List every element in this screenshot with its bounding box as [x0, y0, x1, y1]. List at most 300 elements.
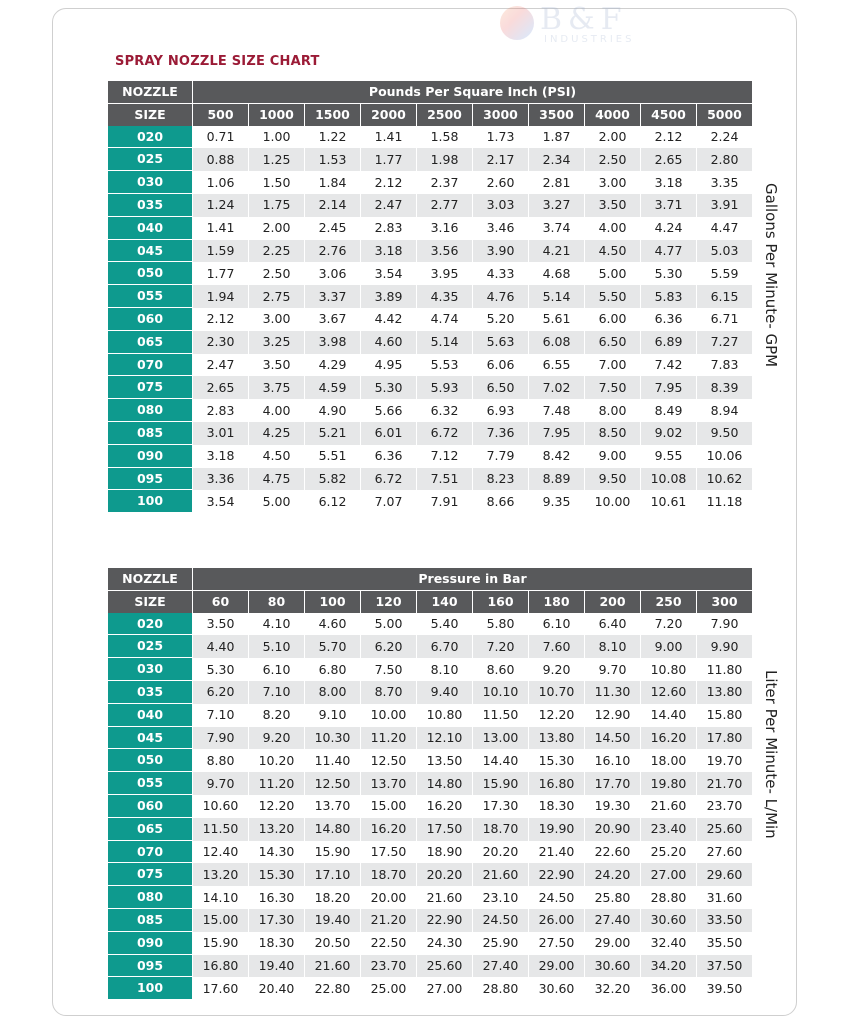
flow-value-cell: 12.90	[594, 707, 631, 723]
flow-value-cell: 10.80	[650, 661, 687, 677]
flow-value-cell: 8.94	[710, 402, 739, 418]
flow-value-cell: 2.12	[374, 174, 403, 190]
flow-value-cell: 6.15	[697, 285, 752, 308]
side-label-lmin: Liter Per Minute- L/Min	[762, 670, 780, 839]
flow-value-cell: 3.00	[262, 311, 291, 327]
nozzle-size-cell: 035	[108, 681, 192, 704]
flow-value-cell: 4.68	[542, 265, 571, 281]
flow-value-cell: 14.50	[585, 727, 640, 750]
flow-value-cell: 3.01	[193, 422, 248, 445]
column-header: 80	[249, 591, 304, 613]
flow-value-cell: 22.80	[314, 980, 351, 996]
flow-value-cell: 17.50	[417, 818, 472, 841]
flow-value-cell: 3.89	[361, 285, 416, 308]
nozzle-size-cell: 065	[108, 818, 192, 841]
flow-value-cell: 7.50	[374, 661, 403, 677]
flow-value-cell: 3.95	[430, 265, 459, 281]
flow-value-cell: 18.90	[426, 844, 463, 860]
flow-value-cell: 1.22	[318, 129, 347, 145]
nozzle-size-cell: 045	[108, 727, 192, 750]
flow-value-cell: 6.70	[417, 635, 472, 658]
nozzle-size-cell: 050	[108, 262, 192, 285]
flow-value-cell: 2.24	[710, 129, 739, 145]
side-label-gpm: Gallons Per Minute- GPM	[762, 183, 780, 368]
flow-value-cell: 14.40	[650, 707, 687, 723]
flow-value-cell: 1.53	[305, 148, 360, 171]
table-row	[108, 613, 752, 636]
nozzle-size-cell: 065	[108, 331, 192, 354]
flow-value-cell: 4.25	[249, 422, 304, 445]
flow-value-cell: 5.20	[486, 311, 515, 327]
nozzle-size-cell: 040	[108, 704, 192, 727]
nozzle-size-cell: 070	[108, 841, 192, 864]
flow-value-cell: 18.00	[650, 752, 687, 768]
flow-value-cell: 15.90	[314, 844, 351, 860]
table-row	[108, 240, 752, 263]
nozzle-size-cell: 080	[108, 399, 192, 422]
table-row	[108, 727, 752, 750]
flow-value-cell: 36.00	[650, 980, 687, 996]
flow-value-cell: 13.50	[426, 752, 463, 768]
flow-value-cell: 10.30	[305, 727, 360, 750]
nozzle-size-cell: 090	[108, 932, 192, 955]
flow-value-cell: 21.60	[650, 798, 687, 814]
nozzle-size-cell: 075	[108, 863, 192, 886]
flow-value-cell: 6.55	[542, 357, 571, 373]
flow-value-cell: 6.72	[417, 422, 472, 445]
flow-value-cell: 6.10	[262, 661, 291, 677]
table-row	[108, 681, 752, 704]
nozzle-size-cell: 080	[108, 886, 192, 909]
flow-value-cell: 3.18	[654, 174, 683, 190]
flow-value-cell: 17.70	[585, 772, 640, 795]
flow-value-cell: 6.20	[361, 635, 416, 658]
flow-value-cell: 7.90	[193, 727, 248, 750]
flow-value-cell: 6.40	[598, 616, 627, 632]
flow-value-cell: 8.50	[585, 422, 640, 445]
flow-value-cell: 3.50	[585, 194, 640, 217]
flow-value-cell: 29.00	[529, 955, 584, 978]
flow-value-cell: 7.91	[430, 493, 459, 509]
flow-value-cell: 7.00	[598, 357, 627, 373]
flow-value-cell: 10.10	[473, 681, 528, 704]
flow-value-cell: 6.10	[542, 616, 571, 632]
flow-value-cell: 3.71	[641, 194, 696, 217]
table-row	[108, 658, 752, 681]
flow-value-cell: 4.10	[262, 616, 291, 632]
flow-value-cell: 7.51	[417, 468, 472, 491]
flow-value-cell: 4.21	[529, 240, 584, 263]
flow-value-cell: 20.40	[258, 980, 295, 996]
flow-value-cell: 16.80	[529, 772, 584, 795]
flow-value-cell: 7.95	[641, 376, 696, 399]
flow-value-cell: 13.80	[697, 681, 752, 704]
table-row	[108, 399, 752, 422]
flow-value-cell: 8.10	[430, 661, 459, 677]
column-header: 120	[361, 591, 416, 613]
flow-value-cell: 8.49	[654, 402, 683, 418]
flow-value-cell: 4.95	[374, 357, 403, 373]
table-row	[108, 262, 752, 285]
flow-value-cell: 16.30	[258, 889, 295, 905]
flow-value-cell: 13.70	[361, 772, 416, 795]
flow-value-cell: 2.50	[585, 148, 640, 171]
flow-value-cell: 3.56	[417, 240, 472, 263]
flow-value-cell: 4.47	[710, 220, 739, 236]
flow-value-cell: 8.89	[529, 468, 584, 491]
flow-value-cell: 7.10	[249, 681, 304, 704]
flow-value-cell: 33.50	[697, 909, 752, 932]
flow-value-cell: 2.60	[486, 174, 515, 190]
flow-value-cell: 39.50	[706, 980, 743, 996]
nozzle-size-cell: 025	[108, 635, 192, 658]
flow-value-cell: 7.20	[473, 635, 528, 658]
flow-value-cell: 7.42	[654, 357, 683, 373]
flow-value-cell: 4.35	[417, 285, 472, 308]
flow-value-cell: 21.70	[697, 772, 752, 795]
column-header: 4500	[641, 104, 696, 126]
flow-value-cell: 13.00	[473, 727, 528, 750]
table-row	[108, 932, 752, 955]
table-row	[108, 126, 752, 149]
table-row	[108, 217, 752, 240]
table-row	[108, 194, 752, 217]
flow-value-cell: 6.01	[361, 422, 416, 445]
flow-value-cell: 12.40	[202, 844, 239, 860]
nozzle-header: NOZZLE	[108, 568, 192, 591]
flow-value-cell: 21.40	[538, 844, 575, 860]
table-row	[108, 422, 752, 445]
column-header: 160	[473, 591, 528, 613]
flow-value-cell: 2.77	[417, 194, 472, 217]
flow-value-cell: 24.50	[538, 889, 575, 905]
nozzle-header: NOZZLE	[108, 81, 192, 104]
flow-value-cell: 6.72	[361, 468, 416, 491]
nozzle-size-cell: 030	[108, 658, 192, 681]
flow-value-cell: 8.80	[206, 752, 235, 768]
flow-value-cell: 1.77	[206, 265, 235, 281]
flow-value-cell: 11.18	[706, 493, 743, 509]
psi-gpm-table	[107, 81, 753, 513]
flow-value-cell: 6.08	[529, 331, 584, 354]
table-row	[108, 376, 752, 399]
watermark-sub: INDUSTRIES	[544, 34, 635, 45]
flow-value-cell: 17.10	[305, 863, 360, 886]
flow-value-cell: 0.88	[193, 148, 248, 171]
nozzle-size-cell: 095	[108, 468, 192, 491]
flow-value-cell: 27.00	[426, 980, 463, 996]
column-header: 2000	[361, 104, 416, 126]
flow-value-cell: 16.20	[426, 798, 463, 814]
flow-value-cell: 11.50	[193, 818, 248, 841]
flow-value-cell: 6.00	[598, 311, 627, 327]
flow-value-cell: 19.40	[305, 909, 360, 932]
flow-value-cell: 4.42	[374, 311, 403, 327]
flow-value-cell: 3.03	[473, 194, 528, 217]
flow-value-cell: 10.80	[426, 707, 463, 723]
flow-value-cell: 9.20	[249, 727, 304, 750]
flow-value-cell: 6.12	[318, 493, 347, 509]
flow-value-cell: 4.24	[654, 220, 683, 236]
flow-value-cell: 14.40	[482, 752, 519, 768]
flow-value-cell: 1.87	[542, 129, 571, 145]
flow-value-cell: 4.50	[262, 448, 291, 464]
flow-value-cell: 7.12	[430, 448, 459, 464]
flow-value-cell: 2.00	[262, 220, 291, 236]
flow-value-cell: 15.00	[193, 909, 248, 932]
flow-value-cell: 29.00	[594, 935, 631, 951]
flow-value-cell: 3.06	[318, 265, 347, 281]
flow-value-cell: 5.30	[206, 661, 235, 677]
size-header: SIZE	[108, 104, 192, 126]
flow-value-cell: 3.16	[430, 220, 459, 236]
flow-value-cell: 12.50	[370, 752, 407, 768]
flow-value-cell: 19.40	[249, 955, 304, 978]
flow-value-cell: 11.40	[314, 752, 351, 768]
flow-value-cell: 12.20	[538, 707, 575, 723]
flow-value-cell: 24.20	[585, 863, 640, 886]
flow-value-cell: 3.75	[249, 376, 304, 399]
flow-value-cell: 13.80	[529, 727, 584, 750]
flow-value-cell: 6.32	[430, 402, 459, 418]
flow-value-cell: 12.60	[641, 681, 696, 704]
flow-value-cell: 5.14	[529, 285, 584, 308]
flow-value-cell: 7.83	[710, 357, 739, 373]
flow-value-cell: 5.66	[374, 402, 403, 418]
flow-value-cell: 27.50	[538, 935, 575, 951]
nozzle-size-cell: 030	[108, 171, 192, 194]
flow-value-cell: 5.63	[473, 331, 528, 354]
flow-value-cell: 28.80	[650, 889, 687, 905]
flow-value-cell: 13.70	[314, 798, 351, 814]
flow-value-cell: 3.37	[305, 285, 360, 308]
flow-value-cell: 2.80	[697, 148, 752, 171]
flow-value-cell: 18.30	[258, 935, 295, 951]
flow-value-cell: 5.14	[417, 331, 472, 354]
flow-value-cell: 3.98	[305, 331, 360, 354]
flow-value-cell: 27.60	[706, 844, 743, 860]
flow-value-cell: 5.83	[641, 285, 696, 308]
flow-value-cell: 7.48	[542, 402, 571, 418]
flow-value-cell: 5.59	[710, 265, 739, 281]
flow-value-cell: 2.50	[262, 265, 291, 281]
flow-value-cell: 5.93	[417, 376, 472, 399]
flow-value-cell: 25.00	[370, 980, 407, 996]
flow-value-cell: 9.90	[697, 635, 752, 658]
flow-value-cell: 3.00	[598, 174, 627, 190]
flow-value-cell: 3.90	[473, 240, 528, 263]
flow-value-cell: 27.40	[585, 909, 640, 932]
flow-value-cell: 2.47	[206, 357, 235, 373]
nozzle-size-cell: 090	[108, 445, 192, 468]
unit-header: Pounds Per Square Inch (PSI)	[193, 81, 752, 104]
flow-value-cell: 10.62	[697, 468, 752, 491]
flow-value-cell: 5.50	[585, 285, 640, 308]
flow-value-cell: 4.59	[305, 376, 360, 399]
flow-value-cell: 1.00	[262, 129, 291, 145]
flow-value-cell: 4.74	[430, 311, 459, 327]
table-row	[108, 445, 752, 468]
bar-lmin-table	[107, 568, 753, 1000]
column-header-row	[108, 104, 752, 126]
flow-value-cell: 9.10	[318, 707, 347, 723]
nozzle-size-cell: 055	[108, 772, 192, 795]
flow-value-cell: 9.35	[542, 493, 571, 509]
flow-value-cell: 5.30	[654, 265, 683, 281]
watermark-brand: B&F	[540, 2, 628, 37]
flow-value-cell: 6.36	[654, 311, 683, 327]
flow-value-cell: 12.50	[305, 772, 360, 795]
flow-value-cell: 23.40	[641, 818, 696, 841]
flow-value-cell: 15.90	[473, 772, 528, 795]
flow-value-cell: 4.60	[361, 331, 416, 354]
flow-value-cell: 7.95	[529, 422, 584, 445]
flow-value-cell: 35.50	[706, 935, 743, 951]
flow-value-cell: 7.27	[697, 331, 752, 354]
flow-value-cell: 6.50	[585, 331, 640, 354]
flow-value-cell: 15.30	[249, 863, 304, 886]
flow-value-cell: 14.80	[305, 818, 360, 841]
table-row	[108, 886, 752, 909]
flow-value-cell: 23.70	[706, 798, 743, 814]
flow-value-cell: 6.20	[193, 681, 248, 704]
table-row	[108, 468, 752, 491]
table-row	[108, 331, 752, 354]
column-header: 300	[697, 591, 752, 613]
flow-value-cell: 3.18	[206, 448, 235, 464]
table-row	[108, 772, 752, 795]
flow-value-cell: 1.50	[262, 174, 291, 190]
column-header: 250	[641, 591, 696, 613]
flow-value-cell: 14.10	[202, 889, 239, 905]
flow-value-cell: 1.06	[206, 174, 235, 190]
flow-value-cell: 1.58	[430, 129, 459, 145]
flow-value-cell: 13.20	[193, 863, 248, 886]
flow-value-cell: 11.30	[585, 681, 640, 704]
flow-value-cell: 5.40	[430, 616, 459, 632]
flow-value-cell: 24.30	[426, 935, 463, 951]
flow-value-cell: 5.70	[305, 635, 360, 658]
flow-value-cell: 4.33	[486, 265, 515, 281]
flow-value-cell: 10.06	[706, 448, 743, 464]
flow-value-cell: 25.90	[482, 935, 519, 951]
flow-value-cell: 1.98	[417, 148, 472, 171]
flow-value-cell: 9.55	[654, 448, 683, 464]
flow-value-cell: 22.90	[417, 909, 472, 932]
table-row	[108, 490, 752, 513]
column-header: 4000	[585, 104, 640, 126]
flow-value-cell: 2.81	[542, 174, 571, 190]
flow-value-cell: 8.10	[585, 635, 640, 658]
flow-value-cell: 2.83	[206, 402, 235, 418]
flow-value-cell: 5.53	[430, 357, 459, 373]
flow-value-cell: 32.20	[594, 980, 631, 996]
flow-value-cell: 17.30	[249, 909, 304, 932]
flow-value-cell: 30.60	[585, 955, 640, 978]
flow-value-cell: 5.80	[486, 616, 515, 632]
flow-value-cell: 17.80	[697, 727, 752, 750]
flow-value-cell: 20.90	[585, 818, 640, 841]
unit-header: Pressure in Bar	[193, 568, 752, 591]
table-row	[108, 977, 752, 1000]
flow-value-cell: 3.46	[486, 220, 515, 236]
table-row	[108, 704, 752, 727]
table-row	[108, 354, 752, 377]
flow-value-cell: 0.71	[206, 129, 235, 145]
flow-value-cell: 2.34	[529, 148, 584, 171]
table-row	[108, 635, 752, 658]
flow-value-cell: 3.36	[193, 468, 248, 491]
flow-value-cell: 15.90	[202, 935, 239, 951]
flow-value-cell: 15.30	[538, 752, 575, 768]
flow-value-cell: 2.12	[654, 129, 683, 145]
flow-value-cell: 28.80	[482, 980, 519, 996]
table-row	[108, 909, 752, 932]
flow-value-cell: 18.70	[473, 818, 528, 841]
flow-value-cell: 32.40	[650, 935, 687, 951]
flow-value-cell: 9.00	[598, 448, 627, 464]
nozzle-size-cell: 100	[108, 490, 192, 513]
flow-value-cell: 4.50	[585, 240, 640, 263]
flow-value-cell: 8.20	[262, 707, 291, 723]
flow-value-cell: 4.76	[473, 285, 528, 308]
nozzle-size-cell: 035	[108, 194, 192, 217]
flow-value-cell: 1.41	[374, 129, 403, 145]
flow-value-cell: 18.70	[361, 863, 416, 886]
column-header: 60	[193, 591, 248, 613]
nozzle-size-cell: 020	[108, 126, 192, 149]
flow-value-cell: 7.36	[473, 422, 528, 445]
flow-value-cell: 3.35	[710, 174, 739, 190]
nozzle-size-cell: 020	[108, 613, 192, 636]
table-row	[108, 795, 752, 818]
flow-value-cell: 7.07	[374, 493, 403, 509]
flow-value-cell: 10.20	[258, 752, 295, 768]
flow-value-cell: 14.30	[258, 844, 295, 860]
flow-value-cell: 3.25	[249, 331, 304, 354]
column-header: 3000	[473, 104, 528, 126]
flow-value-cell: 27.00	[641, 863, 696, 886]
table-row	[108, 308, 752, 331]
nozzle-size-cell: 100	[108, 977, 192, 1000]
flow-value-cell: 5.00	[598, 265, 627, 281]
flow-value-cell: 10.70	[529, 681, 584, 704]
flow-value-cell: 3.27	[529, 194, 584, 217]
flow-value-cell: 12.20	[258, 798, 295, 814]
flow-value-cell: 21.60	[473, 863, 528, 886]
nozzle-size-cell: 025	[108, 148, 192, 171]
flow-value-cell: 1.24	[193, 194, 248, 217]
nozzle-size-cell: 050	[108, 749, 192, 772]
flow-value-cell: 3.50	[262, 357, 291, 373]
flow-value-cell: 6.71	[710, 311, 739, 327]
table-row	[108, 863, 752, 886]
table-row	[108, 148, 752, 171]
flow-value-cell: 26.00	[529, 909, 584, 932]
table-row	[108, 818, 752, 841]
flow-value-cell: 16.80	[193, 955, 248, 978]
flow-value-cell: 8.00	[305, 681, 360, 704]
flow-value-cell: 30.60	[641, 909, 696, 932]
nozzle-size-cell: 085	[108, 422, 192, 445]
flow-value-cell: 8.39	[697, 376, 752, 399]
flow-value-cell: 19.80	[641, 772, 696, 795]
nozzle-size-cell: 060	[108, 795, 192, 818]
flow-value-cell: 7.50	[585, 376, 640, 399]
flow-value-cell: 8.00	[598, 402, 627, 418]
flow-value-cell: 10.00	[370, 707, 407, 723]
flow-value-cell: 9.20	[542, 661, 571, 677]
